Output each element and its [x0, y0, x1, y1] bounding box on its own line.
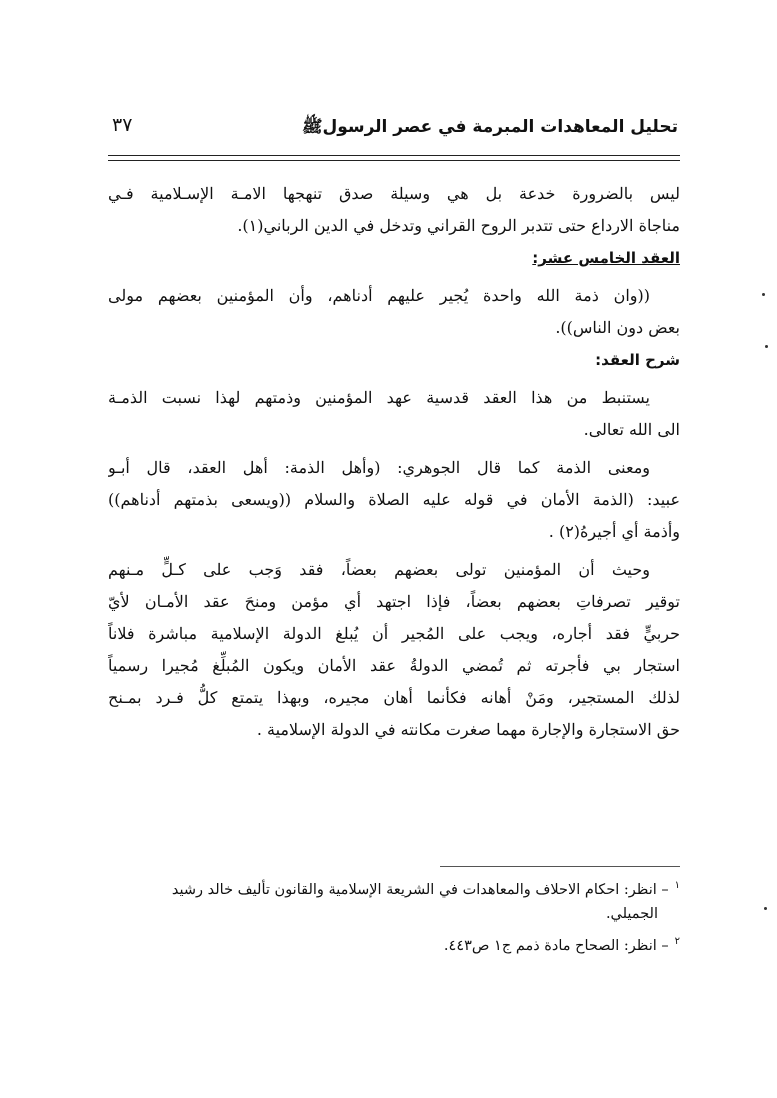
- footnote-text: – انظر: الصحاح مادة ذمم ج١ ص٤٤٣.: [443, 937, 669, 954]
- body-line: بعض دون الناس)).: [555, 318, 680, 337]
- scan-speck: [764, 907, 767, 910]
- running-title: تحليل المعاهدات المبرمة في عصر الرسولﷺ: [301, 117, 678, 137]
- section-heading: العقد الخامس عشر:: [532, 249, 680, 267]
- body-line: توقير تصرفاتِ بعضهم بعضاً، فإذا اجتهد أي مؤمن ومنحَ عقد الأمـان لأيّ: [108, 592, 680, 611]
- page-number: ٣٧: [112, 114, 133, 136]
- scan-speck: [762, 293, 765, 296]
- scan-speck: [765, 345, 768, 348]
- body-line: ليس بالضرورة خدعة بل هي وسيلة صدق تنهجها الامـة الإسـلامية فـي: [108, 184, 680, 203]
- section-heading: شرح العقد:: [595, 351, 680, 369]
- body-line: وأذمة أي أجيرهُ(٢) .: [548, 522, 680, 541]
- body-line: مناجاة الارداع حتى تتدبر الروح القراني وتدخل في الدين الرباني(١).: [237, 216, 680, 235]
- footnote-text: – انظر: احكام الاحلاف والمعاهدات في الشريعة الإسلامية والقانون تأليف خالد رشيد: [171, 881, 669, 898]
- footnote-item: [108, 872, 680, 900]
- footnotes: [108, 872, 680, 956]
- body-line: لذلك المستجير، ومَنْ أهانه فكأنما أهان مجيره، وبهذا يتمتع كلُّ فـرد بمـنح: [108, 688, 680, 707]
- body-line: يستنبط من هذا العقد قدسية عهد المؤمنين وذمتهم لهذا نسبت الذمـة: [108, 388, 650, 407]
- footnote-continuation: الجميلي.: [605, 906, 658, 922]
- page-header: [108, 112, 678, 152]
- body-text: [108, 178, 680, 746]
- body-line: استجار بي فأجرته ثم تُمضي الدولةُ عقد الأمان ويكون المُبلِّغ مُجيرا رسمياً: [108, 656, 680, 675]
- header-rule-bottom: [108, 160, 680, 161]
- body-line: حق الاستجارة والإجارة مهما صغرت مكانته في الدولة الإسلامية .: [256, 720, 680, 739]
- body-line: الى الله تعالى.: [583, 420, 680, 439]
- body-line: وحيث أن المؤمنين تولى بعضهم بعضاً، فقد وَجب على كـلٍّ مـنهم: [108, 560, 650, 579]
- body-line: ومعنى الذمة كما قال الجوهري: (وأهل الذمة: أهل العقد، قال أبـو: [108, 458, 650, 477]
- body-line: حربيٍّ فقد أجاره، ويجب على المُجير أن يُبلغ الدولة الإسلامية مباشرة فلاناً: [108, 624, 680, 643]
- footnote-marker: ٢: [674, 936, 680, 947]
- footnote-marker: ١: [674, 880, 680, 891]
- body-line: ((وان ذمة الله واحدة يُجير عليهم أدناهم، وأن المؤمنين بعضهم مولى: [108, 286, 650, 305]
- body-line: عبيد: (الذمة الأمان في قوله عليه الصلاة والسلام ((ويسعى بذمتهم أدناهم)): [108, 490, 680, 509]
- header-rule-top: [108, 155, 680, 156]
- footnote-item: [108, 928, 680, 956]
- footnote-separator: [440, 866, 680, 867]
